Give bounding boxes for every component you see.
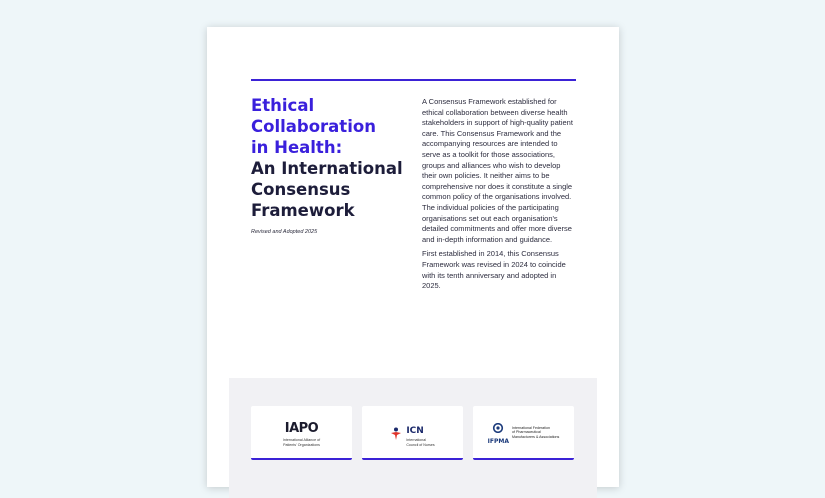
ifpma-logo-card [473,406,574,460]
ifpma-caption-line: International Federation [512,425,550,430]
revision-note: Revised and Adopted 2025 [251,229,318,235]
title-line: An International [251,159,403,178]
ifpma-caption-line: of Pharmaceutical [512,430,541,435]
title-line: Consensus [251,180,351,199]
title-line: Collaboration [251,117,376,136]
icn-logo-card [362,406,463,460]
iapo-caption-line: Patients' Organizations [283,442,320,447]
intro-paragraph-1: A Consensus Framework established for ethical collaboration between diverse health stakeholders in support of high-quality patient care. This Consensus Framework and the accompanying resources are intended to serve as a toolkit for those associations, groups and alliances who wish to develop their own policies. It neither aims to be comprehensive nor does it constitute a single common policy of the organisations involved. The individual policies of the participating organisations set out each organisation's detailed commitments and offer more diverse and in-depth information and guidance. [422,97,573,244]
iapo-caption-line: International Alliance of [282,438,321,442]
top-divider [251,79,576,81]
iapo-wordmark: IAPO [284,421,319,437]
ifpma-caption-line: Manufacturers & Associations [512,434,560,439]
intro-text [422,97,577,296]
ifpma-wordmark: IFPMA [487,438,509,445]
document-title [251,95,411,221]
partner-logos-panel [229,378,597,498]
icn-wordmark: ICN [406,426,424,436]
icn-figure-icon [390,427,402,441]
icn-caption-line: Council of Nurses [406,442,435,447]
iapo-logo [285,421,318,436]
title-line: in Health: [251,138,343,157]
iapo-logo-card [251,406,352,460]
document-page [207,27,619,487]
intro-paragraph-2: First established in 2014, this Consensus Framework was revised in 2024 to coincide with its tenth anniversary and adopted in 2025. [422,249,566,291]
ifpma-emblem-icon [492,423,504,433]
title-line: Framework [251,201,355,220]
icn-caption-line: International [406,438,427,442]
title-line: Ethical [251,96,315,115]
